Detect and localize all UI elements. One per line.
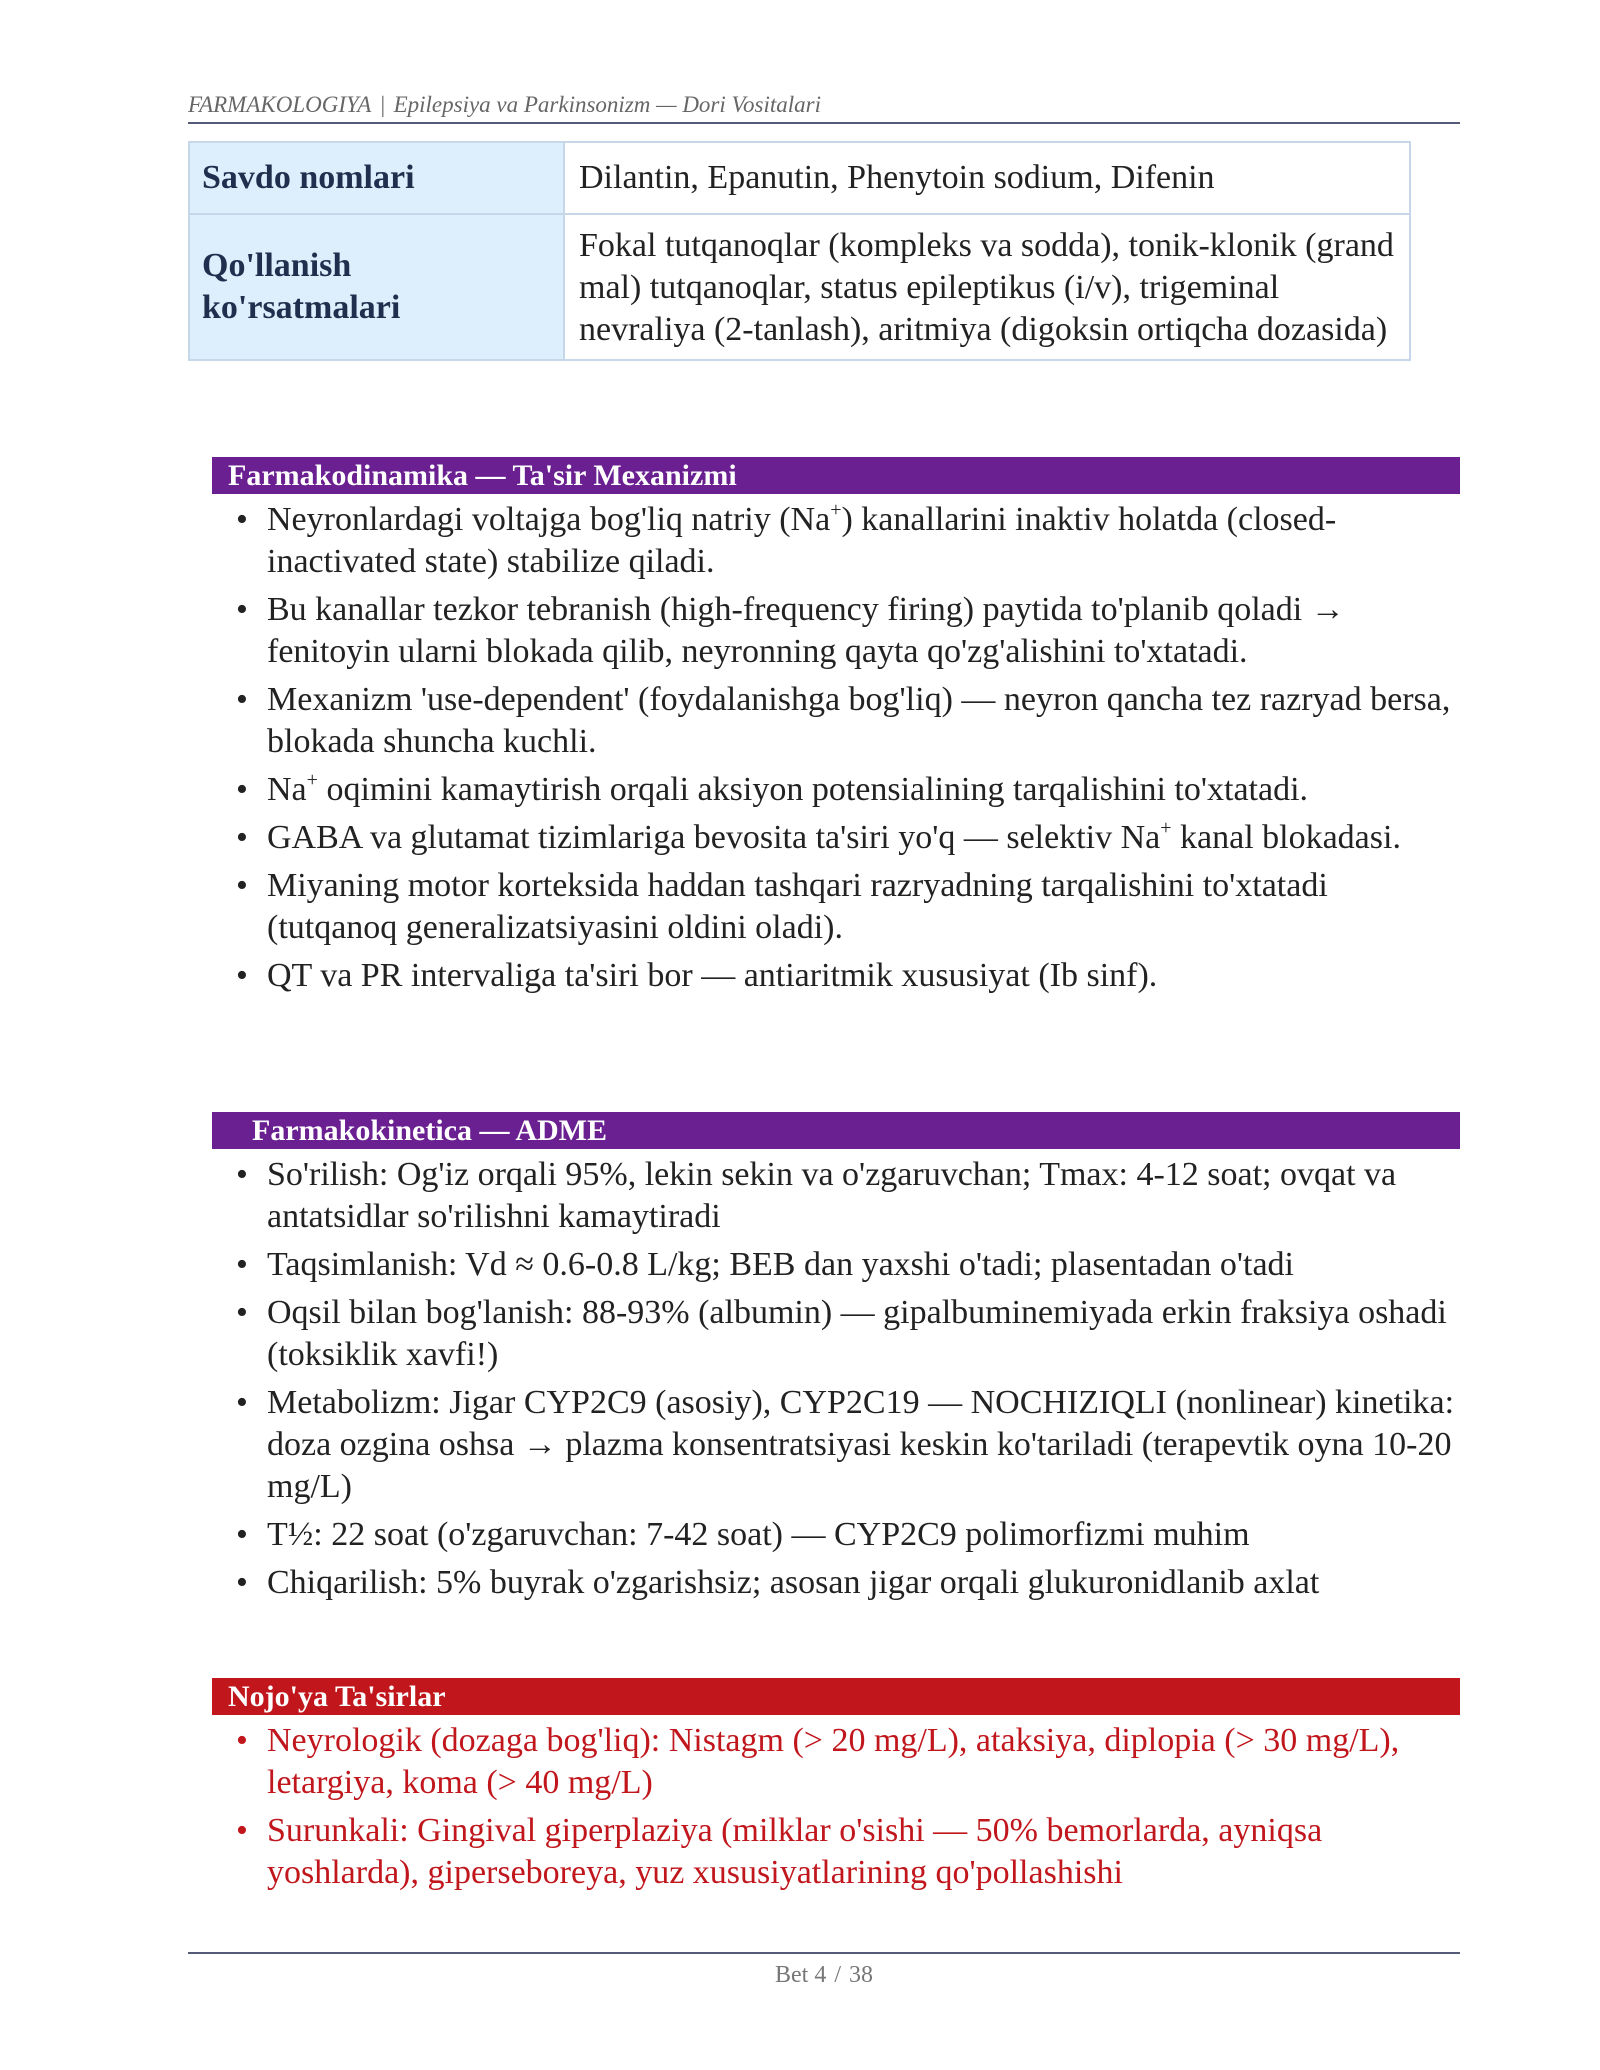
- header-subject: FARMAKOLOGIYA: [188, 92, 372, 117]
- list-item: • So'rilish: Og'iz orqali 95%, lekin sekin va o'zgaruvchan; Tmax: 4-12 soat; ovqat va antatsidlar so'rilishni kamaytiradi: [236, 1154, 1466, 1238]
- pharmacokinetics-heading: Farmakokinetica — ADME: [212, 1112, 1460, 1149]
- header-separator: |: [379, 92, 386, 117]
- page-separator: /: [834, 1962, 841, 1988]
- list-item: • T½: 22 soat (o'zgaruvchan: 7-42 soat) — CYP2C9 polimorfizmi muhim: [236, 1514, 1466, 1556]
- list-item: • Bu kanallar tezkor tebranish (high-frequency firing) paytida to'planib qoladi → fenitoyin ularni blokada qilib, neyronning qayta qo'zg'alishini to'xtatadi.: [236, 589, 1466, 673]
- list-item: • Neyronlardagi voltajga bog'liq natriy (Na+) kanallarini inaktiv holatda (closed-inactivated state) stabilize qiladi.: [236, 499, 1466, 583]
- list-item: • Chiqarilish: 5% buyrak o'zgarishsiz; asosan jigar orqali glukuronidlanib axlat: [236, 1562, 1466, 1604]
- page-label: Bet 4: [775, 1962, 827, 1988]
- list-item: • Na+ oqimini kamaytirish orqali aksiyon potensialining tarqalishini to'xtatadi.: [236, 769, 1466, 811]
- indications-label: Qo'llanish ko'rsatmalari: [189, 214, 564, 360]
- page-number: [0, 1962, 1600, 1989]
- indications-value: Fokal tutqanoqlar (kompleks va sodda), tonik-klonik (grand mal) tutqanoqlar, status epileptikus (i/v), trigeminal nevraliya (2-tanlash), aritmiya (digoksin ortiqcha dozasida): [564, 214, 1410, 360]
- list-item: • Neyrologik (dozaga bog'liq): Nistagm (> 20 mg/L), ataksiya, diplopia (> 30 mg/L), letargiya, koma (> 40 mg/L): [236, 1720, 1466, 1804]
- table-row: [189, 142, 1410, 214]
- list-item: • Taqsimlanish: Vd ≈ 0.6-0.8 L/kg; BEB dan yaxshi o'tadi; plasentadan o'tadi: [236, 1244, 1466, 1286]
- list-item: • Metabolizm: Jigar CYP2C9 (asosiy), CYP2C19 — NOCHIZIQLI (nonlinear) kinetika: doza ozgina oshsa → plazma konsentratsiyasi keskin ko'tariladi (terapevtik oyna 10-20 mg/L): [236, 1382, 1466, 1508]
- adverse-effects-heading: Nojo'ya Ta'sirlar: [212, 1678, 1460, 1715]
- list-item: • Mexanizm 'use-dependent' (foydalanishga bog'liq) — neyron qancha tez razryad bersa, blokada shuncha kuchli.: [236, 679, 1466, 763]
- pharmacodynamics-list: [236, 499, 1466, 1003]
- total-pages: 38: [849, 1962, 873, 1988]
- adverse-effects-list: [236, 1720, 1466, 1900]
- drug-info-table: [188, 141, 1411, 361]
- pharmacodynamics-heading: Farmakodinamika — Ta'sir Mexanizmi: [212, 457, 1460, 494]
- list-item: • Surunkali: Gingival giperplaziya (milklar o'sishi — 50% bemorlarda, ayniqsa yoshlarda), giperseboreya, yuz xususiyatlarining qo'pollashishi: [236, 1810, 1466, 1894]
- trade-names-value: Dilantin, Epanutin, Phenytoin sodium, Difenin: [564, 142, 1410, 214]
- list-item: • Miyaning motor korteksida haddan tashqari razryadning tarqalishini to'xtatadi (tutqanoq generalizatsiyasini oldini oladi).: [236, 865, 1466, 949]
- list-item: • GABA va glutamat tizimlariga bevosita ta'siri yo'q — selektiv Na+ kanal blokadasi.: [236, 817, 1466, 859]
- header-topic: Epilepsiya va Parkinsonizm — Dori Vositalari: [393, 92, 821, 117]
- trade-names-label: Savdo nomlari: [189, 142, 564, 214]
- running-header: [188, 92, 1460, 124]
- footer-divider: [188, 1952, 1460, 1954]
- list-item: • QT va PR intervaliga ta'siri bor — antiaritmik xususiyat (Ib sinf).: [236, 955, 1466, 997]
- table-row: [189, 214, 1410, 360]
- list-item: • Oqsil bilan bog'lanish: 88-93% (albumin) — gipalbuminemiyada erkin fraksiya oshadi (toksiklik xavfi!): [236, 1292, 1466, 1376]
- pharmacokinetics-list: [236, 1154, 1466, 1610]
